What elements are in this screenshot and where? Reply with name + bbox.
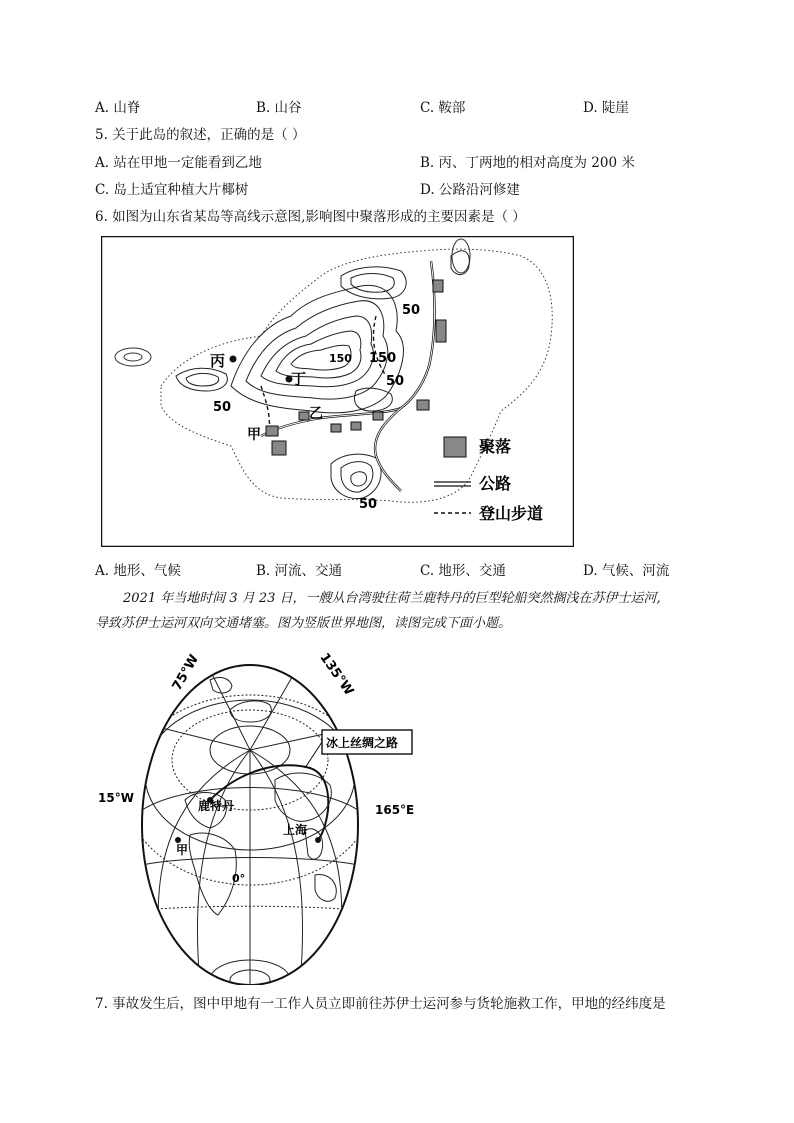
q5-option-c: C. 岛上适宜种植大片椰树 — [95, 182, 249, 198]
q5-stem: 5. 关于此岛的叙述，正确的是（ ） — [95, 127, 306, 143]
contour-label-50-top: 50 — [402, 303, 421, 318]
q6-option-a: A. 地形、气候 — [95, 563, 181, 579]
contour-label-small: 150 — [329, 352, 352, 365]
map2-label-75w: 75°W — [169, 652, 203, 694]
map1-label-bing: 丙 — [210, 352, 226, 370]
map2-label-jia: 甲 — [176, 843, 189, 857]
map2-label-165e: 165°E — [375, 803, 415, 817]
map1-label-ding: 丁 — [291, 370, 307, 388]
q4-option-c: C. 鞍部 — [420, 100, 466, 116]
q6-option-b: B. 河流、交通 — [256, 563, 343, 579]
q6-option-d: D. 气候、河流 — [583, 563, 670, 579]
passage-line-2: 导致苏伊士运河双向交通堵塞。图为竖版世界地图，读图完成下面小题。 — [95, 616, 512, 631]
contour-label-50-left: 50 — [213, 400, 232, 415]
map2-label-shanghai: 上海 — [283, 823, 308, 837]
map2-label-135w: 135°W — [316, 650, 357, 699]
q7-stem: 7. 事故发生后，图中甲地有一工作人员立即前往苏伊士运河参与货轮施救工作，甲地的经纬度是 — [95, 996, 666, 1012]
contour-label-50-bottom: 50 — [359, 497, 378, 512]
q6-option-c: C. 地形、交通 — [420, 563, 506, 579]
map2-label-15w: 15°W — [98, 791, 134, 805]
q4-option-b: B. 山谷 — [256, 100, 302, 116]
q5-option-b: B. 丙、丁两地的相对高度为 200 米 — [420, 155, 635, 171]
island-contour-map — [101, 236, 574, 547]
contour-label-150: 150 — [369, 351, 397, 366]
map1-label-jia: 甲 — [247, 427, 261, 443]
vertical-world-map — [90, 650, 430, 985]
q5-option-d: D. 公路沿河修建 — [420, 182, 520, 198]
q5-option-a: A. 站在甲地一定能看到乙地 — [95, 155, 262, 171]
map2-route-label: 冰上丝绸之路 — [326, 736, 399, 750]
q4-option-a: A. 山脊 — [95, 100, 141, 116]
legend-trail-label: 登山步道 — [479, 504, 544, 523]
map2-label-rotterdam: 鹿特丹 — [198, 799, 235, 813]
legend-road-label: 公路 — [479, 474, 512, 493]
map1-label-yi: 乙 — [309, 406, 323, 422]
contour-label-50-right: 50 — [386, 374, 405, 389]
q6-stem: 6. 如图为山东省某岛等高线示意图,影响图中聚落形成的主要因素是（ ） — [95, 209, 526, 225]
legend-settlement-label: 聚落 — [479, 437, 512, 456]
q4-option-d: D. 陡崖 — [583, 100, 629, 116]
map2-label-equator: 0° — [232, 872, 246, 885]
passage-line-1: 2021 年当地时间 3 月 23 日，一艘从台湾驶往荷兰鹿特丹的巨型轮船突然搁浅在苏伊士运河, — [123, 591, 661, 606]
